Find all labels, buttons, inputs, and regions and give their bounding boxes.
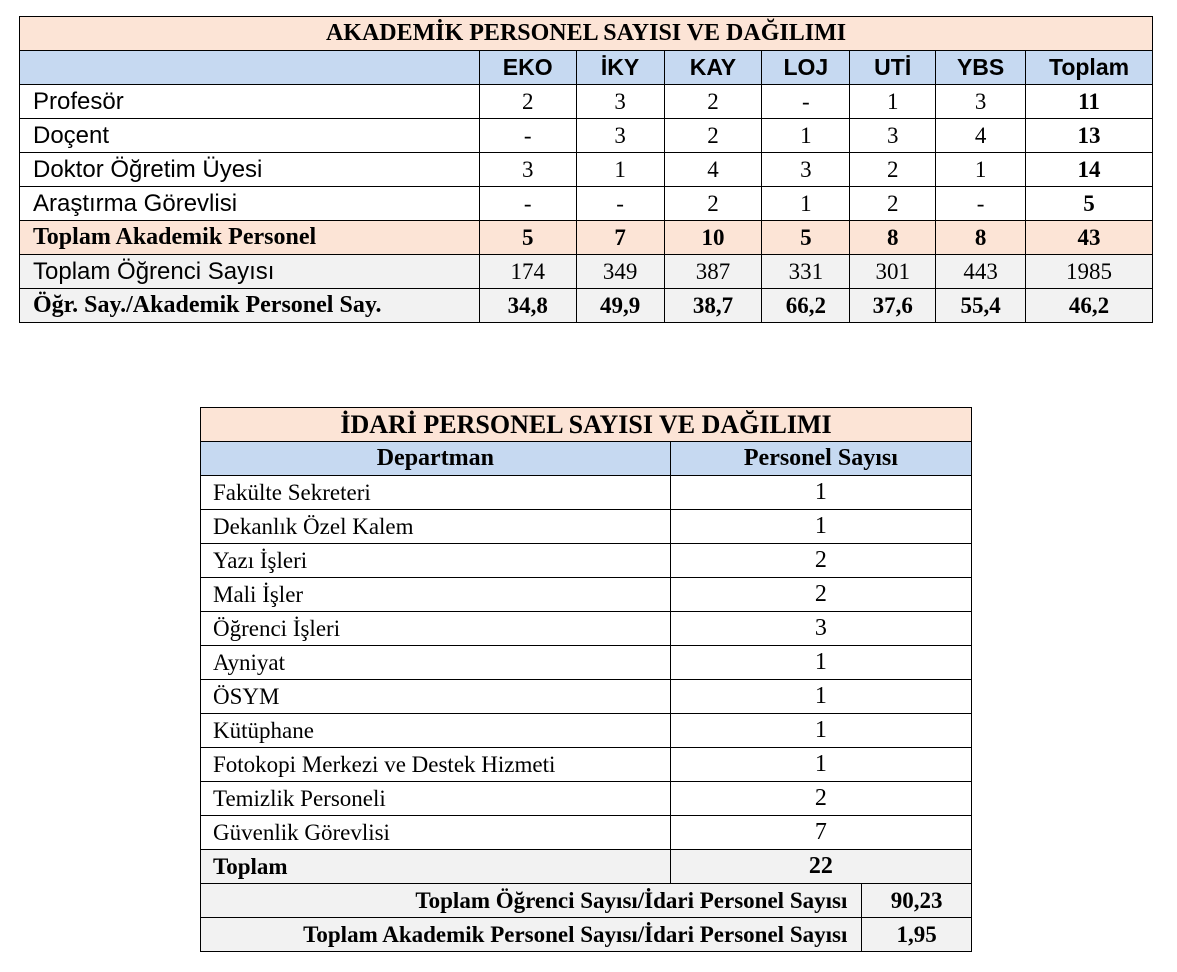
row-label: Güvenlik Görevlisi	[201, 816, 671, 850]
table-cell: 1	[670, 714, 971, 748]
row-label: Fotokopi Merkezi ve Destek Hizmeti	[201, 748, 671, 782]
table-row	[201, 612, 972, 646]
row-label: ÖSYM	[201, 680, 671, 714]
table-cell: 8	[936, 221, 1026, 255]
table-cell: 90,23	[862, 884, 972, 918]
table-cell: 34,8	[479, 289, 576, 323]
row-label: Doktor Öğretim Üyesi	[20, 153, 480, 187]
row-label: Kütüphane	[201, 714, 671, 748]
column-header: EKO	[479, 51, 576, 85]
table-row	[201, 680, 972, 714]
table-cell: 2	[664, 187, 762, 221]
table-cell: 43	[1026, 221, 1153, 255]
table-row	[201, 748, 972, 782]
table-cell: 1	[670, 748, 971, 782]
table-cell: 37,6	[850, 289, 936, 323]
table-row	[201, 782, 972, 816]
column-header: LOJ	[762, 51, 850, 85]
table-cell: 3	[576, 119, 664, 153]
table-cell: 55,4	[936, 289, 1026, 323]
table-cell: 174	[479, 255, 576, 289]
table-cell: 3	[936, 85, 1026, 119]
row-label: Toplam Akademik Personel	[20, 221, 480, 255]
table-cell: 2	[664, 85, 762, 119]
academic-total-row	[20, 221, 1153, 255]
row-total-cell: 13	[1026, 119, 1153, 153]
table-row	[201, 510, 972, 544]
row-label: Öğrenci İşleri	[201, 612, 671, 646]
row-total-cell: 5	[1026, 187, 1153, 221]
row-label: Araştırma Görevlisi	[20, 187, 480, 221]
table-cell: 3	[850, 119, 936, 153]
table-row	[201, 816, 972, 850]
ratio-row	[201, 918, 972, 952]
table-row	[201, 646, 972, 680]
table-cell: 1,95	[862, 918, 972, 952]
row-total-cell: 11	[1026, 85, 1153, 119]
column-header: Toplam	[1026, 51, 1153, 85]
table-cell: 1	[850, 85, 936, 119]
table-cell: 1985	[1026, 255, 1153, 289]
table-cell: 1	[670, 510, 971, 544]
row-label: Toplam Öğrenci Sayısı	[20, 255, 480, 289]
table-cell: -	[479, 187, 576, 221]
table-cell: 66,2	[762, 289, 850, 323]
table-cell: 3	[762, 153, 850, 187]
academic-table-title: AKADEMİK PERSONEL SAYISI VE DAĞILIMI	[20, 17, 1153, 51]
table-cell: 4	[664, 153, 762, 187]
table-cell: 5	[479, 221, 576, 255]
table-cell: 4	[936, 119, 1026, 153]
table-row	[201, 544, 972, 578]
table-cell: 10	[664, 221, 762, 255]
table-cell: 2	[850, 187, 936, 221]
row-label: Toplam Öğrenci Sayısı/İdari Personel Sayısı	[201, 884, 862, 918]
table-cell: 443	[936, 255, 1026, 289]
table-cell: 1	[762, 187, 850, 221]
table-cell: 1	[762, 119, 850, 153]
row-label: Yazı İşleri	[201, 544, 671, 578]
table-cell: 7	[670, 816, 971, 850]
table-cell: 2	[670, 578, 971, 612]
row-label: Temizlik Personeli	[201, 782, 671, 816]
table-row	[20, 119, 1153, 153]
administrative-total-row	[201, 850, 972, 884]
table-cell: 331	[762, 255, 850, 289]
table-cell: 2	[664, 119, 762, 153]
row-label: Doçent	[20, 119, 480, 153]
row-label: Öğr. Say./Akademik Personel Say.	[20, 289, 480, 323]
column-header: YBS	[936, 51, 1026, 85]
row-label: Toplam Akademik Personel Sayısı/İdari Personel Sayısı	[201, 918, 862, 952]
table-cell: 3	[479, 153, 576, 187]
column-header: İKY	[576, 51, 664, 85]
table-cell: 3	[670, 612, 971, 646]
table-row	[20, 153, 1153, 187]
academic-staff-table	[19, 16, 1153, 323]
table-row	[20, 85, 1153, 119]
column-header: Departman	[201, 442, 671, 476]
row-label: Toplam	[201, 850, 671, 884]
column-header: KAY	[664, 51, 762, 85]
row-label: Ayniyat	[201, 646, 671, 680]
table-cell: 7	[576, 221, 664, 255]
ratio-row	[20, 289, 1153, 323]
column-header: Personel Sayısı	[670, 442, 971, 476]
table-cell: 2	[479, 85, 576, 119]
administrative-table-title: İDARİ PERSONEL SAYISI VE DAĞILIMI	[201, 408, 972, 442]
administrative-staff-table	[200, 407, 972, 952]
table-cell: 38,7	[664, 289, 762, 323]
administrative-header-row	[201, 442, 972, 476]
table-row	[20, 187, 1153, 221]
table-cell: 349	[576, 255, 664, 289]
table-row	[201, 578, 972, 612]
row-label: Fakülte Sekreteri	[201, 476, 671, 510]
table-cell: -	[479, 119, 576, 153]
table-row	[201, 714, 972, 748]
row-label: Dekanlık Özel Kalem	[201, 510, 671, 544]
table-cell: 387	[664, 255, 762, 289]
table-cell: -	[936, 187, 1026, 221]
table-cell: 1	[670, 680, 971, 714]
table-cell: 46,2	[1026, 289, 1153, 323]
table-cell: -	[762, 85, 850, 119]
table-cell: 2	[670, 544, 971, 578]
table-cell: 2	[850, 153, 936, 187]
table-cell: 1	[670, 646, 971, 680]
table-cell: 5	[762, 221, 850, 255]
table-cell: 1	[576, 153, 664, 187]
table-cell: 2	[670, 782, 971, 816]
row-label: Profesör	[20, 85, 480, 119]
table-cell: -	[576, 187, 664, 221]
table-row	[201, 476, 972, 510]
header-corner	[20, 51, 480, 85]
row-total-cell: 14	[1026, 153, 1153, 187]
table-cell: 1	[936, 153, 1026, 187]
table-cell: 3	[576, 85, 664, 119]
table-cell: 22	[670, 850, 971, 884]
academic-header-row	[20, 51, 1153, 85]
table-cell: 1	[670, 476, 971, 510]
table-cell: 49,9	[576, 289, 664, 323]
ratio-row	[201, 884, 972, 918]
row-label: Mali İşler	[201, 578, 671, 612]
table-cell: 301	[850, 255, 936, 289]
column-header: UTİ	[850, 51, 936, 85]
table-cell: 8	[850, 221, 936, 255]
students-row	[20, 255, 1153, 289]
